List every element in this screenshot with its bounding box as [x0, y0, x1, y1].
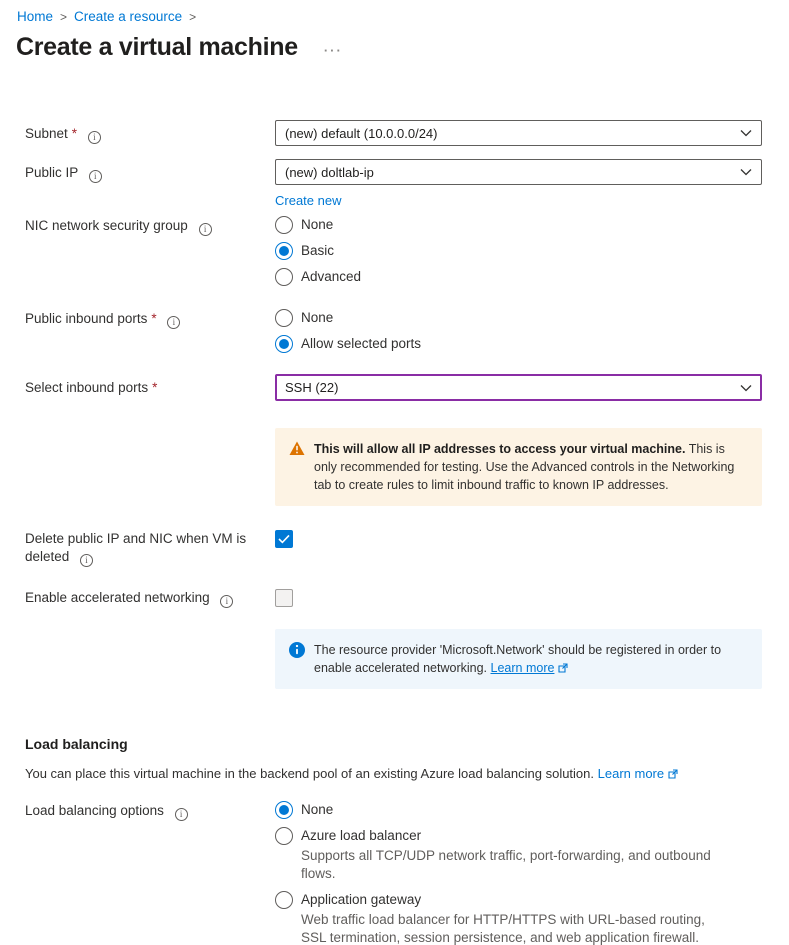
nic-nsg-info-icon[interactable]: i [199, 223, 212, 236]
public-ip-info-icon[interactable]: i [89, 170, 102, 183]
accelerated-networking-label: Enable accelerated networking i [25, 589, 275, 608]
breadcrumb-create-resource-link[interactable]: Create a resource [74, 9, 183, 24]
radio-unselected-icon [275, 268, 293, 286]
load-balancing-learn-more-link[interactable]: Learn more [597, 766, 665, 781]
required-asterisk: * [71, 126, 78, 141]
subnet-dropdown[interactable] [275, 120, 762, 146]
info-learn-more-link[interactable]: Learn more [490, 661, 555, 675]
delete-public-ip-row [25, 530, 762, 567]
accelerated-networking-info-icon[interactable]: i [220, 595, 233, 608]
warning-message-box [275, 428, 762, 506]
info-circle-icon [289, 642, 305, 658]
info-message-box [275, 629, 762, 689]
lb-radio-azure-load-balancer[interactable]: Azure load balancer [275, 827, 762, 845]
subnet-row [25, 120, 762, 146]
external-link-icon [558, 663, 568, 673]
public-ip-dropdown[interactable] [275, 159, 762, 185]
load-balancing-description: You can place this virtual machine in the backend pool of an existing Azure load balancing solution. Learn more [25, 765, 678, 783]
checkmark-icon [278, 534, 290, 544]
radio-selected-icon [275, 335, 293, 353]
load-balancing-options-info-icon[interactable]: i [175, 808, 188, 821]
nic-nsg-radio-none[interactable]: None [275, 216, 762, 234]
more-options-button[interactable]: ··· [323, 43, 343, 58]
radio-unselected-icon [275, 827, 293, 845]
select-inbound-ports-dropdown[interactable] [275, 374, 762, 401]
select-inbound-ports-row [25, 374, 762, 401]
select-inbound-ports-value: SSH (22) [285, 380, 339, 395]
breadcrumb [17, 9, 203, 24]
select-inbound-ports-label: Select inbound ports * [25, 380, 158, 395]
public-inbound-ports-row [25, 309, 762, 353]
public-inbound-ports-info-icon[interactable]: i [167, 316, 180, 329]
warning-text: This will allow all IP addresses to access your virtual machine. This is only recommended for testing. Use the Advanced controls in the Networking tab to create rules to limit inbound traffic to known IP addresses. [314, 442, 735, 492]
radio-selected-icon [275, 242, 293, 260]
nic-nsg-label: NIC network security group i [25, 216, 275, 286]
radio-selected-icon [275, 801, 293, 819]
required-asterisk: * [151, 311, 157, 326]
public-ip-row [25, 159, 762, 210]
public-ip-dropdown-value: (new) doltlab-ip [285, 164, 374, 180]
breadcrumb-separator-icon: > [189, 9, 197, 24]
breadcrumb-separator-icon: > [60, 9, 68, 24]
public-ip-label: Public IP i [25, 159, 275, 210]
delete-public-ip-info-icon[interactable]: i [80, 554, 93, 567]
create-new-public-ip-link[interactable]: Create new [275, 193, 342, 208]
chevron-down-icon [740, 384, 752, 392]
accelerated-networking-row [25, 589, 762, 608]
nic-nsg-radio-basic[interactable]: Basic [275, 242, 762, 260]
inbound-ports-radio-allow-selected[interactable]: Allow selected ports [275, 335, 762, 353]
nic-nsg-radio-advanced[interactable]: Advanced [275, 268, 762, 286]
page-title: Create a virtual machine [16, 33, 298, 61]
lb-azure-load-balancer-description: Supports all TCP/UDP network traffic, port-forwarding, and outbound flows. [301, 848, 711, 881]
nic-nsg-row [25, 216, 762, 286]
load-balancing-options-label: Load balancing options i [25, 801, 275, 945]
delete-public-ip-label: Delete public IP and NIC when VM is deleted i [25, 531, 247, 565]
lb-application-gateway-description: Web traffic load balancer for HTTP/HTTPS with URL-based routing, SSL termination, session persistence, and web application firewall. [301, 912, 705, 945]
chevron-down-icon [740, 168, 752, 176]
subnet-label: Subnet * i [25, 120, 275, 146]
subnet-dropdown-value: (new) default (10.0.0.0/24) [285, 125, 438, 141]
warning-triangle-icon [289, 441, 305, 456]
load-balancing-options-row [25, 801, 762, 945]
public-inbound-ports-label: Public inbound ports * i [25, 309, 275, 353]
load-balancing-heading: Load balancing [25, 736, 128, 752]
radio-unselected-icon [275, 216, 293, 234]
accelerated-networking-checkbox[interactable] [275, 589, 293, 607]
lb-radio-none[interactable]: None [275, 801, 762, 819]
inbound-ports-radio-none[interactable]: None [275, 309, 762, 327]
page-header [16, 33, 343, 62]
info-text: The resource provider 'Microsoft.Network' should be registered in order to enable accelerated networking. Learn more [314, 643, 722, 675]
subnet-info-icon[interactable]: i [88, 131, 101, 144]
lb-radio-application-gateway[interactable]: Application gateway [275, 891, 762, 909]
delete-public-ip-checkbox[interactable] [275, 530, 293, 548]
radio-unselected-icon [275, 891, 293, 909]
breadcrumb-home-link[interactable]: Home [17, 9, 54, 24]
chevron-down-icon [740, 129, 752, 137]
external-link-icon [668, 769, 678, 779]
required-asterisk: * [152, 380, 158, 395]
radio-unselected-icon [275, 309, 293, 327]
